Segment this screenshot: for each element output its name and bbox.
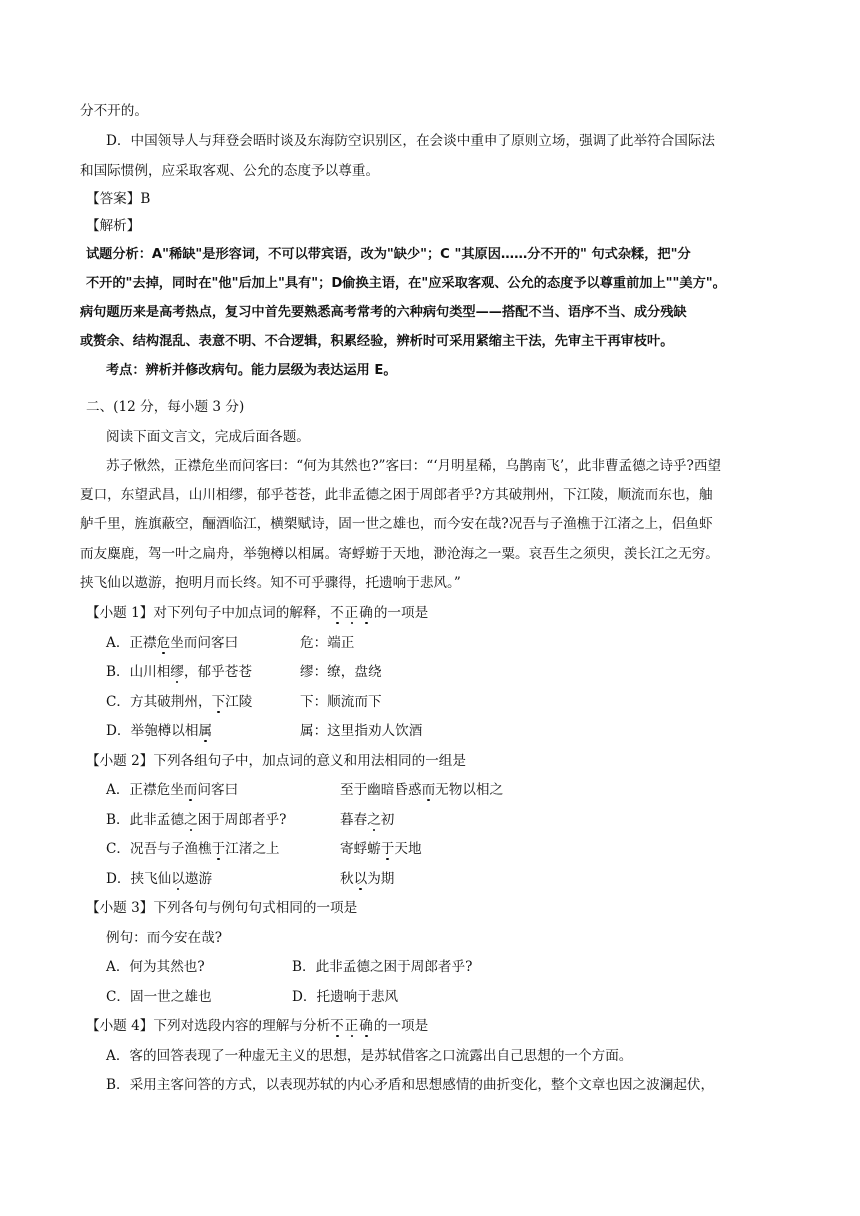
dotted-word: 而	[183, 782, 198, 798]
emphasis-char: 确	[359, 1018, 374, 1034]
q1-option-b	[106, 662, 252, 682]
option-text: 初	[380, 812, 395, 828]
q2-option-b-left	[106, 810, 286, 830]
option-text: 此非孟德	[129, 812, 184, 828]
analysis-heading: 【解析】	[86, 218, 141, 234]
q3-option-a: A．何为其然也?	[106, 959, 205, 975]
q2-option-c-right	[340, 839, 422, 859]
option-label: B．	[106, 812, 130, 828]
q3-stem: 【小题 3】下列各句与例句句式相同的一项是	[86, 900, 358, 916]
q3-option-c: C．固一世之雄也	[106, 989, 212, 1005]
q4-stem-post: 的一项是	[373, 1018, 429, 1034]
analysis-line-1: 试题分析：A"稀缺"是形容词，不可以带宾语，改为"缺少"；C "其原因……分不开的" 句式杂糅，把"分	[86, 247, 691, 262]
emphasis-char: 不	[330, 605, 345, 621]
option-label: D．	[106, 871, 131, 887]
kaodian-line: 考点：辨析并修改病句。能力层级为表达运用 E。	[106, 363, 397, 378]
option-label: B．	[106, 664, 130, 680]
passage-line-5: 挟飞仙以遨游，抱明月而长终。知不可乎骤得，托遗响于悲风。”	[80, 575, 461, 591]
passage-line-3: 舻千里，旌旗蔽空，酾酒临江，横槊赋诗，固一世之雄也，而今安在哉?况吾与子渔樵于江渚之上，侣鱼虾	[80, 516, 713, 532]
q1-gloss-b: 缪：缭，盘绕	[300, 664, 382, 680]
q2-option-b-right	[340, 810, 394, 830]
dotted-word: 危	[156, 635, 171, 651]
q2-stem: 【小题 2】下列各组句子中，加点词的意义和用法相同的一组是	[86, 753, 466, 769]
dotted-word: 而	[421, 782, 436, 798]
passage-line-2: 夏口，东望武昌，山川相缪，郁乎苍苍，此非孟德之困于周郎者乎?方其破荆州，下江陵，顺流而东也，舳	[80, 487, 713, 503]
q1-option-d	[106, 721, 212, 741]
option-d-line2: 和国际惯例，应采取客观、公允的态度予以尊重。	[80, 163, 380, 179]
q4-option-b: B．采用主客问答的方式，以表现苏轼的内心矛盾和思想感情的曲折变化，整个文章也因之波澜起伏，	[106, 1077, 715, 1093]
passage-line-1: 苏子愀然，正襟危坐而问客曰：“何为其然也?”客曰：“‘月明星稀，乌鹊南飞’，此非曹孟德之诗乎?西望	[106, 458, 722, 474]
q2-option-a-left	[106, 780, 238, 800]
dotted-word: 属	[198, 723, 213, 739]
option-text: 至于幽暗昏惑	[340, 782, 422, 798]
q2-option-d-left	[106, 869, 212, 889]
option-text: 山川相	[129, 664, 171, 680]
dotted-word: 之	[367, 812, 381, 828]
option-text: 正襟危坐	[129, 782, 184, 798]
answer-label: 【答案】B	[86, 191, 151, 207]
option-label: C．	[106, 694, 130, 710]
q2-option-d-right	[340, 869, 394, 889]
q1-gloss-c: 下：顺流而下	[300, 694, 382, 710]
option-text: ，郁乎苍苍	[183, 664, 252, 680]
q1-stem-emphasis	[330, 605, 374, 621]
q4-stem	[86, 1016, 428, 1036]
q2-option-a-right	[340, 780, 503, 800]
q3-option-b: B．此非孟德之困于周郎者乎?	[292, 959, 473, 975]
option-text: 天地	[394, 841, 422, 857]
q1-stem-pre: 【小题 1】对下列句子中加点词的解释，	[86, 605, 331, 621]
q1-stem-post: 的一项是	[373, 605, 429, 621]
q1-gloss-a: 危：端正	[300, 635, 355, 651]
analysis-line-4: 或赘余、结构混乱、表意不明、不合逻辑，积累经验，辨析时可采用紧缩主干法，先审主干再审枝叶。	[80, 334, 674, 349]
reading-instruction: 阅读下面文言文，完成后面各题。	[106, 429, 310, 445]
dotted-word: 于	[380, 841, 395, 857]
option-text: 秋	[340, 871, 354, 887]
dotted-word: 下	[211, 694, 226, 710]
analysis-line-2: 不开的"去掉，同时在"他"后加上"具有"；D偷换主语，在"应采取客观、公允的态度予以尊重前加上""美方"。	[86, 276, 726, 291]
option-text: 遨游	[184, 871, 213, 887]
option-text: 方其破荆州，	[130, 694, 212, 710]
option-text: 挟飞仙	[130, 871, 172, 887]
option-label: C．	[106, 841, 130, 857]
option-label: A．	[106, 635, 130, 651]
option-d-line1: D．中国领导人与拜登会晤时谈及东海防空识别区，在会谈中重申了原则立场，强调了此举符合国际法	[106, 133, 716, 149]
dotted-word: 缪	[170, 664, 184, 680]
section-two-heading: 二、(12 分，每小题 3 分)	[86, 399, 245, 415]
dotted-word: 于	[211, 841, 226, 857]
q3-option-d: D．托遗响于悲风	[292, 989, 399, 1005]
option-label: A．	[106, 782, 130, 798]
option-text: 无物以相之	[435, 782, 504, 798]
option-text: 寄蜉蝣	[340, 841, 381, 857]
q1-option-c	[106, 692, 252, 712]
option-label: D．	[106, 723, 131, 739]
option-text: 举匏樽以相	[130, 723, 199, 739]
emphasis-char: 确	[359, 605, 374, 621]
option-text: 正襟	[129, 635, 157, 651]
dotted-word: 之	[183, 812, 198, 828]
q1-gloss-d: 属：这里指劝人饮酒	[300, 723, 423, 739]
passage-line-4: 而友麋鹿，驾一叶之扁舟，举匏樽以相属。寄蜉蝣于天地，渺沧海之一粟。哀吾生之须臾，羡长江之无穷。	[80, 546, 719, 562]
q3-example: 例句：而今安在哉?	[106, 930, 223, 946]
emphasis-char: 正	[344, 605, 360, 621]
dotted-word: 以	[171, 871, 185, 887]
option-text: 为期	[367, 871, 395, 887]
emphasis-char: 不	[330, 1018, 345, 1034]
option-text: 况吾与子渔樵	[130, 841, 212, 857]
q4-option-a: A．客的回答表现了一种虚无主义的思想，是苏轼借客之口流露出自己思想的一个方面。	[106, 1048, 633, 1064]
option-text: 暮春	[340, 812, 368, 828]
option-text: 江渚之上	[225, 841, 280, 857]
q4-stem-emphasis	[330, 1018, 374, 1034]
option-text: 困于周郎者乎?	[197, 812, 287, 828]
q4-stem-pre: 【小题 4】下列对选段内容的理解与分析	[86, 1018, 331, 1034]
q1-option-a	[106, 633, 238, 653]
q2-option-c-left	[106, 839, 280, 859]
option-text: 问客曰	[197, 782, 239, 798]
option-text: 江陵	[225, 694, 253, 710]
prev-question-tail: 分不开的。	[80, 103, 148, 119]
emphasis-char: 正	[344, 1018, 360, 1034]
q1-stem	[86, 603, 428, 623]
analysis-line-3: 病句题历来是高考热点，复习中首先要熟悉高考常考的六种病句类型——搭配不当、语序不当、成分残缺	[80, 305, 687, 320]
option-text: 坐而问客曰	[170, 635, 239, 651]
dotted-word: 以	[353, 871, 368, 887]
